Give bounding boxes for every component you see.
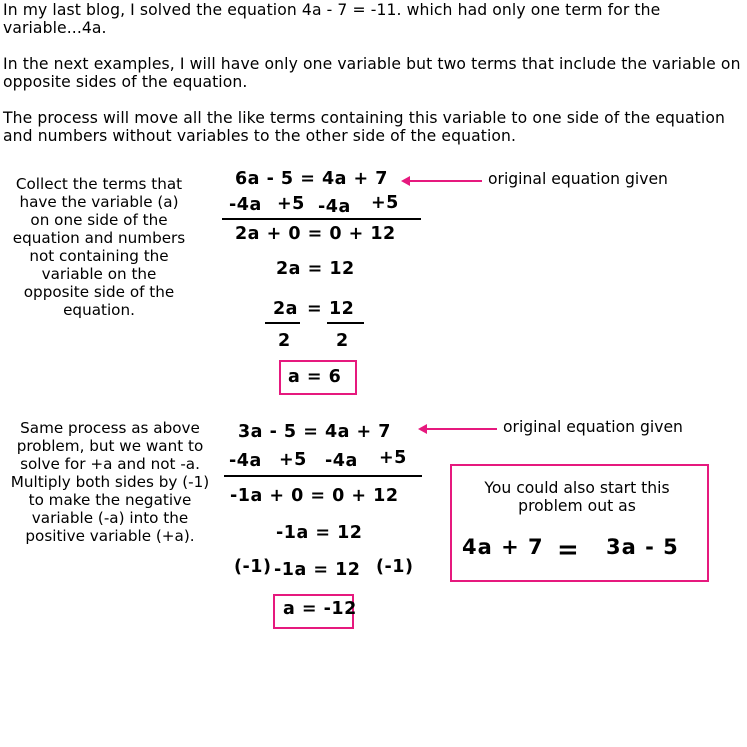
problem2-answer: a = -12: [283, 599, 357, 619]
problem1-step-term-d: +5: [371, 193, 399, 213]
problem1-explanation: Collect the terms that have the variable (a) on one side of the equation and numbers not containing the variable on the opposite side of the equation.: [12, 175, 186, 319]
problem1-numerator-right: 12: [329, 299, 355, 319]
problem1-fraction-bar-right: [327, 322, 364, 324]
problem1-denominator-left: 2: [278, 331, 291, 351]
problem1-note: original equation given: [488, 170, 668, 188]
problem1-combined-equation: 2a + 0 = 0 + 12: [235, 224, 396, 244]
problem1-step-term-b: +5: [277, 194, 305, 214]
problem2-note: original equation given: [503, 418, 683, 436]
problem1-sum-line: [222, 218, 421, 220]
problem2-explanation: Same process as above problem, but we want to solve for +a and not -a. Multiply both sides by (-1) to make the negative variable (-a) into the positive variable (+a).: [10, 419, 210, 545]
problem2-sum-line: [224, 475, 422, 477]
problem1-arrow-line: [409, 180, 482, 182]
problem1-step-term-c: -4a: [318, 197, 351, 217]
intro-paragraph-2: In the next examples, I will have only one variable but two terms that include the variable on opposite sides of the equation.: [3, 55, 741, 91]
problem1-numerator-left: 2a: [273, 299, 298, 319]
problem1-original-equation: 6a - 5 = 4a + 7: [235, 169, 388, 189]
problem1-step-term-a: -4a: [229, 195, 262, 215]
problem2-original-equation: 3a - 5 = 4a + 7: [238, 422, 391, 442]
problem2-multiplier-left: (-1): [234, 557, 272, 577]
problem2-step-term-b: +5: [279, 450, 307, 470]
problem2-simplified-equation: -1a = 12: [276, 523, 363, 543]
problem1-fraction-bar-left: [265, 322, 300, 324]
problem2-combined-equation: -1a + 0 = 0 + 12: [230, 486, 399, 506]
problem2-arrow-line: [426, 428, 497, 430]
intro-paragraph-3: The process will move all the like terms containing this variable to one side of the equation and numbers without variables to the other side of the equation.: [3, 109, 725, 145]
alternate-equation-equals: =: [557, 535, 580, 565]
problem1-simplified-equation: 2a = 12: [276, 259, 355, 279]
problem2-step-term-d: +5: [379, 448, 407, 468]
alternate-start-text: You could also start this problem out as: [484, 479, 670, 515]
problem1-answer: a = 6: [288, 367, 342, 387]
problem2-step-term-a: -4a: [229, 451, 262, 471]
problem1-denominator-right: 2: [336, 331, 349, 351]
alternate-equation-right: 3a - 5: [606, 535, 679, 559]
problem2-multiplier-right: (-1): [376, 557, 414, 577]
alternate-equation-left: 4a + 7: [462, 535, 544, 559]
intro-paragraph-1: In my last blog, I solved the equation 4a - 7 = -11. which had only one term for the variable...4a.: [3, 1, 661, 37]
problem2-step-term-c: -4a: [325, 451, 358, 471]
problem2-multiplied-equation: -1a = 12: [274, 560, 361, 580]
problem1-division-equals: =: [307, 299, 323, 319]
